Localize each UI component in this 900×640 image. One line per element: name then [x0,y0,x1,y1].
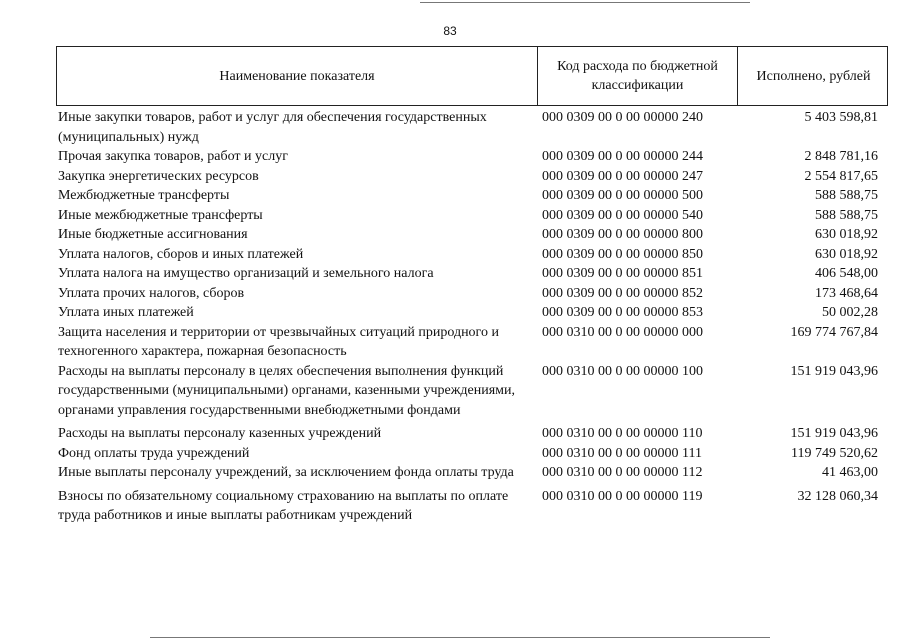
table-row [56,424,888,444]
row-code: 000 0310 00 0 00 00000 110 [542,426,703,441]
row-code: 000 0310 00 0 00 00000 000 [542,324,703,340]
row-value: 5 403 598,81 [804,110,878,125]
row-code: 000 0309 00 0 00 00000 500 [542,188,703,203]
row-name: Межбюджетные трансферты [58,188,230,203]
table-row [56,206,888,226]
row-code: 000 0309 00 0 00 00000 850 [542,246,703,262]
row-code: 000 0309 00 0 00 00000 244 [542,149,703,164]
table-row [56,264,888,284]
row-value: 151 919 043,96 [790,426,878,441]
row-value: 630 018,92 [815,227,878,242]
row-value: 406 548,00 [815,266,878,281]
row-name: Взносы по обязательному социальному страхованию на выплаты по оплате труда работников и иные выплаты работникам учреждений [58,488,509,523]
row-name: Уплата налогов, сборов и иных платежей [58,246,304,262]
row-value: 2 554 817,65 [804,168,878,184]
table-row [56,303,888,323]
row-value: 151 919 043,96 [790,363,878,379]
table-header [56,46,888,106]
row-name: Иные бюджетные ассигнования [58,227,248,242]
table-row [56,167,888,187]
row-name: Иные межбюджетные трансферты [58,207,263,223]
row-name: Фонд оплаты труда учреждений [58,445,250,461]
row-name: Иные закупки товаров, работ и услуг для обеспечения государственных (муниципальных) нужд [58,110,487,145]
header-code: Код расхода по бюджетной классификации [537,47,737,105]
row-name: Уплата налога на имущество организаций и земельного налога [58,266,434,281]
row-value: 119 749 520,62 [791,445,878,461]
row-value: 2 848 781,16 [804,149,878,164]
row-code: 000 0310 00 0 00 00000 112 [542,465,703,480]
row-code: 000 0310 00 0 00 00000 119 [542,488,703,504]
table-body [56,108,888,526]
row-value: 32 128 060,34 [797,488,878,504]
row-name: Расходы на выплаты персоналу в целях обеспечения выполнения функций государственными (муниципальными) органами, казенными учреждениями, органами управления государственными внебюджетными фондами [58,363,515,418]
row-code: 000 0309 00 0 00 00000 800 [542,227,703,242]
header-value: Исполнено, рублей [737,47,889,105]
row-code: 000 0309 00 0 00 00000 851 [542,266,703,281]
table-row [56,487,888,526]
table-row [56,463,888,483]
table-row [56,108,888,147]
row-value: 169 774 767,84 [790,324,878,340]
table-row [56,245,888,265]
row-value: 630 018,92 [815,246,878,262]
budget-table [56,46,888,526]
row-name: Закупка энергетических ресурсов [58,168,259,184]
scan-artifact-top [420,2,750,3]
row-code: 000 0309 00 0 00 00000 240 [542,110,703,125]
row-value: 588 588,75 [815,207,878,223]
table-row [56,284,888,304]
header-name: Наименование показателя [219,68,375,84]
row-name: Иные выплаты персоналу учреждений, за исключением фонда оплаты труда [58,465,514,480]
row-code: 000 0309 00 0 00 00000 852 [542,285,703,301]
row-value: 588 588,75 [815,188,878,203]
row-name: Прочая закупка товаров, работ и услуг [58,149,288,164]
row-code: 000 0309 00 0 00 00000 247 [542,168,703,184]
row-name: Расходы на выплаты персоналу казенных учреждений [58,426,382,441]
row-name: Уплата иных платежей [58,305,194,320]
table-row [56,186,888,206]
page-number: 83 [443,24,457,38]
row-value: 41 463,00 [822,465,878,480]
table-row [56,225,888,245]
scan-artifact-bottom [150,637,770,638]
table-row [56,444,888,464]
row-name: Защита населения и территории от чрезвычайных ситуаций природного и техногенного характера, пожарная безопасность [58,324,499,359]
table-row [56,323,888,362]
row-value: 50 002,28 [822,305,878,320]
row-value: 173 468,64 [815,285,878,301]
row-name: Уплата прочих налогов, сборов [58,285,245,301]
table-row [56,362,888,421]
table-row [56,147,888,167]
row-code: 000 0310 00 0 00 00000 100 [542,363,703,379]
row-code: 000 0309 00 0 00 00000 853 [542,305,703,320]
row-code: 000 0310 00 0 00 00000 111 [542,445,702,461]
row-code: 000 0309 00 0 00 00000 540 [542,207,703,223]
